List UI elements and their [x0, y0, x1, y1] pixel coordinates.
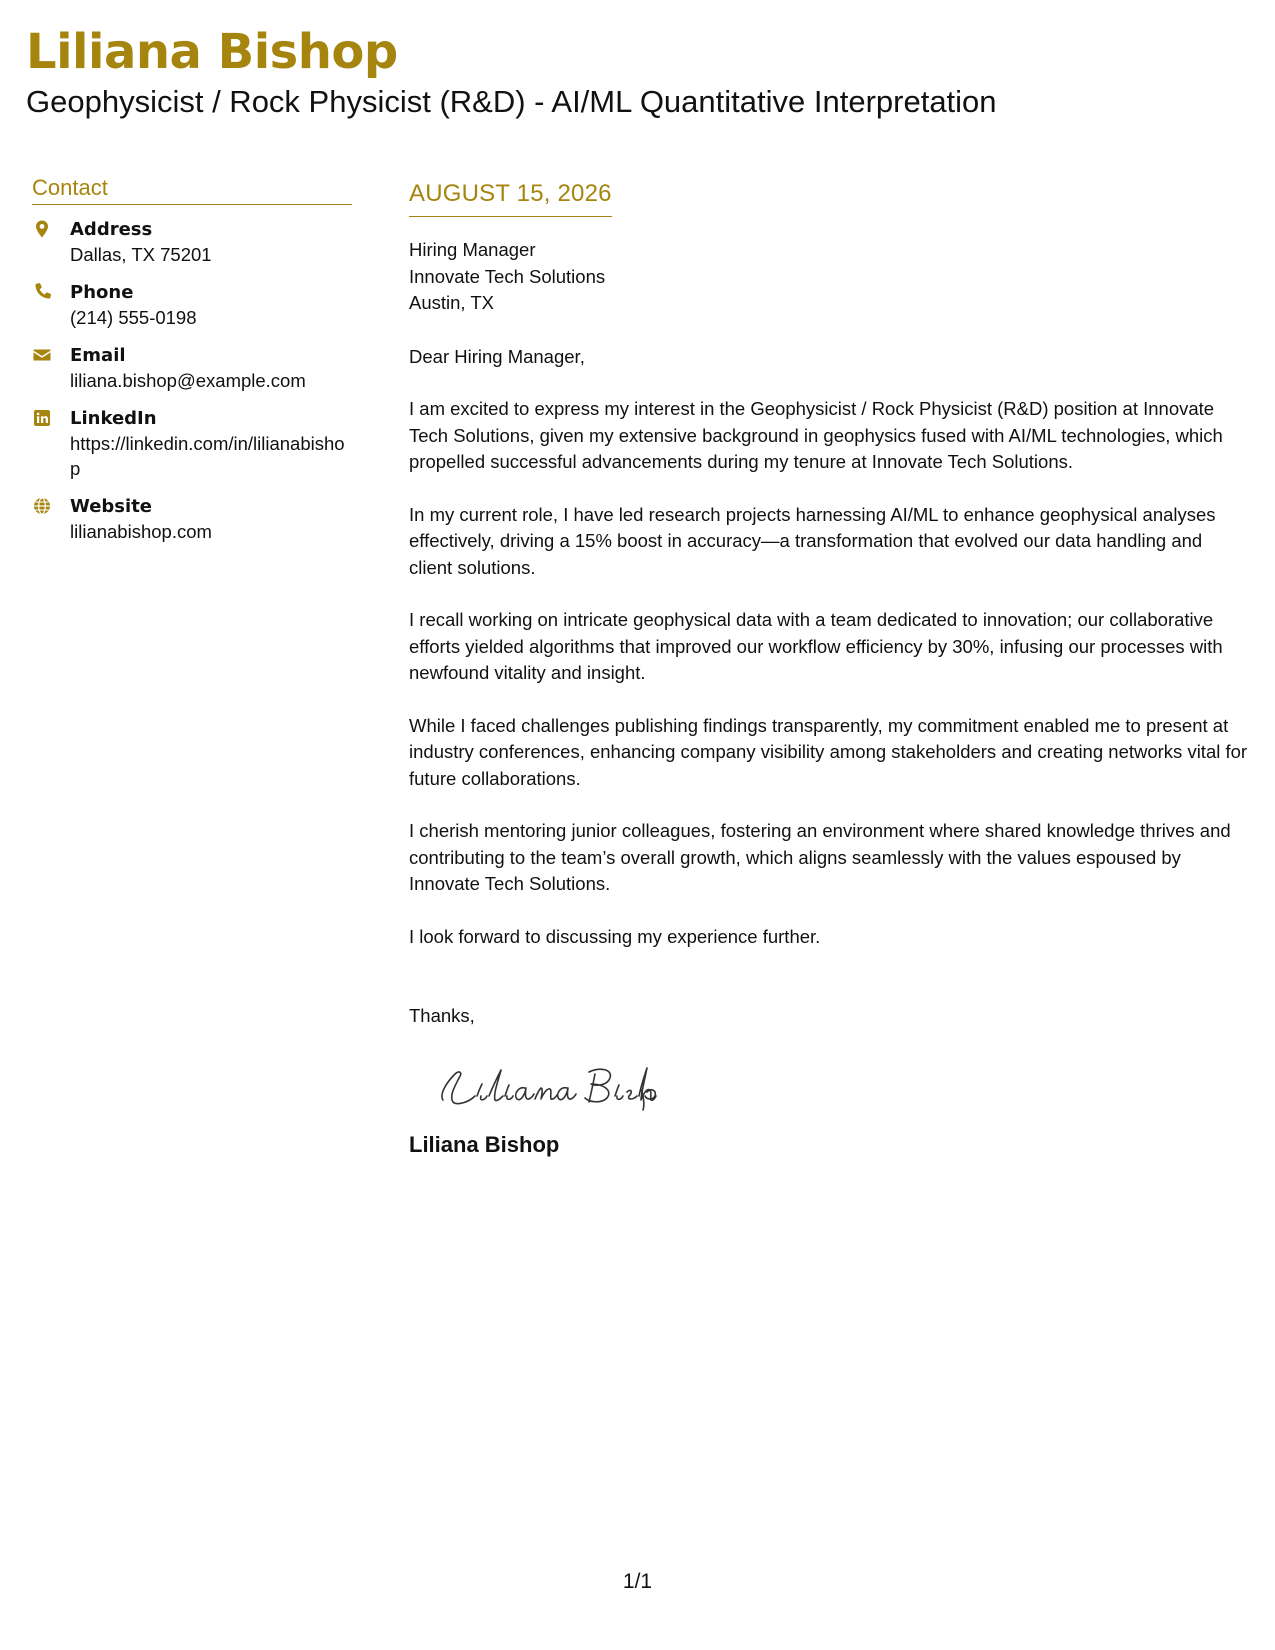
recipient-block: [409, 237, 1249, 317]
contact-value: liliana.bishop@example.com: [70, 370, 306, 391]
job-title: Geophysicist / Rock Physicist (R&D) - AI/ML Quantitative Interpretation: [26, 84, 997, 119]
map-pin-icon: [32, 219, 52, 239]
contact-label: Email: [70, 345, 126, 366]
letter-paragraph: While I faced challenges publishing findings transparently, my commitment enabled me to present at industry conferences, enhancing company visibility among stakeholders and creating networks vital for future collaborations.: [409, 714, 1248, 789]
recipient-company: Innovate Tech Solutions: [409, 265, 606, 287]
recipient-title: Hiring Manager: [409, 239, 536, 260]
contact-website: [32, 494, 352, 544]
letter-paragraph: I recall working on intricate geophysical data with a team dedicated to innovation; our collaborative efforts yielded algorithms that improved our workflow efficiency by 30%, infusing our processes with newfound vitality and insight.: [409, 609, 1223, 683]
recipient-location: Austin, TX: [409, 292, 495, 313]
contact-value: https://linkedin.com/in/lilianabishop: [70, 433, 345, 479]
phone-icon: [32, 282, 52, 302]
contact-address: [32, 217, 352, 267]
letter-body: [409, 178, 1249, 1160]
salutation: Dear Hiring Manager,: [409, 345, 585, 367]
contact-label: Website: [70, 496, 153, 517]
globe-icon: [32, 496, 52, 516]
envelope-icon: [32, 345, 52, 365]
contact-label: Phone: [70, 282, 134, 303]
contact-value: lilianabishop.com: [70, 521, 212, 542]
letter-date: AUGUST 15, 2026: [409, 178, 612, 217]
letter-paragraph: In my current role, I have led research projects harnessing AI/ML to enhance geophysical analyses effectively, driving a 15% boost in accuracy—a transformation that evolved our data handling and client solutions.: [409, 503, 1216, 578]
letter-paragraph: I cherish mentoring junior colleagues, fostering an environment where shared knowledge thrives and contributing to the team’s overall growth, which aligns seamlessly with the values espoused by Innovate Tech Solutions.: [409, 820, 1231, 894]
contact-email: [32, 343, 352, 393]
letter-paragraph: I look forward to discussing my experience further.: [409, 925, 821, 947]
page-number: 1/1: [622, 1570, 653, 1593]
contact-value: Dallas, TX 75201: [70, 244, 212, 265]
handwritten-signature: [429, 1056, 659, 1114]
applicant-name: Liliana Bishop: [26, 24, 398, 80]
contact-phone: [32, 280, 352, 330]
contact-value: (214) 555-0198: [70, 307, 197, 328]
contact-sidebar: [32, 174, 352, 557]
contact-label: Address: [70, 219, 153, 240]
letter-paragraph: I am excited to express my interest in the Geophysicist / Rock Physicist (R&D) position at Innovate Tech Solutions, given my extensive background in geophysics fused with AI/ML technologies, which propelled successful advancements during my tenure at Innovate Tech Solutions.: [409, 398, 1223, 472]
contact-label: LinkedIn: [70, 408, 157, 429]
linkedin-icon: [32, 408, 52, 428]
contact-linkedin: [32, 406, 352, 481]
signer-name: Liliana Bishop: [409, 1131, 560, 1157]
closing: Thanks,: [409, 1005, 475, 1026]
contact-section-title: Contact: [32, 174, 352, 205]
